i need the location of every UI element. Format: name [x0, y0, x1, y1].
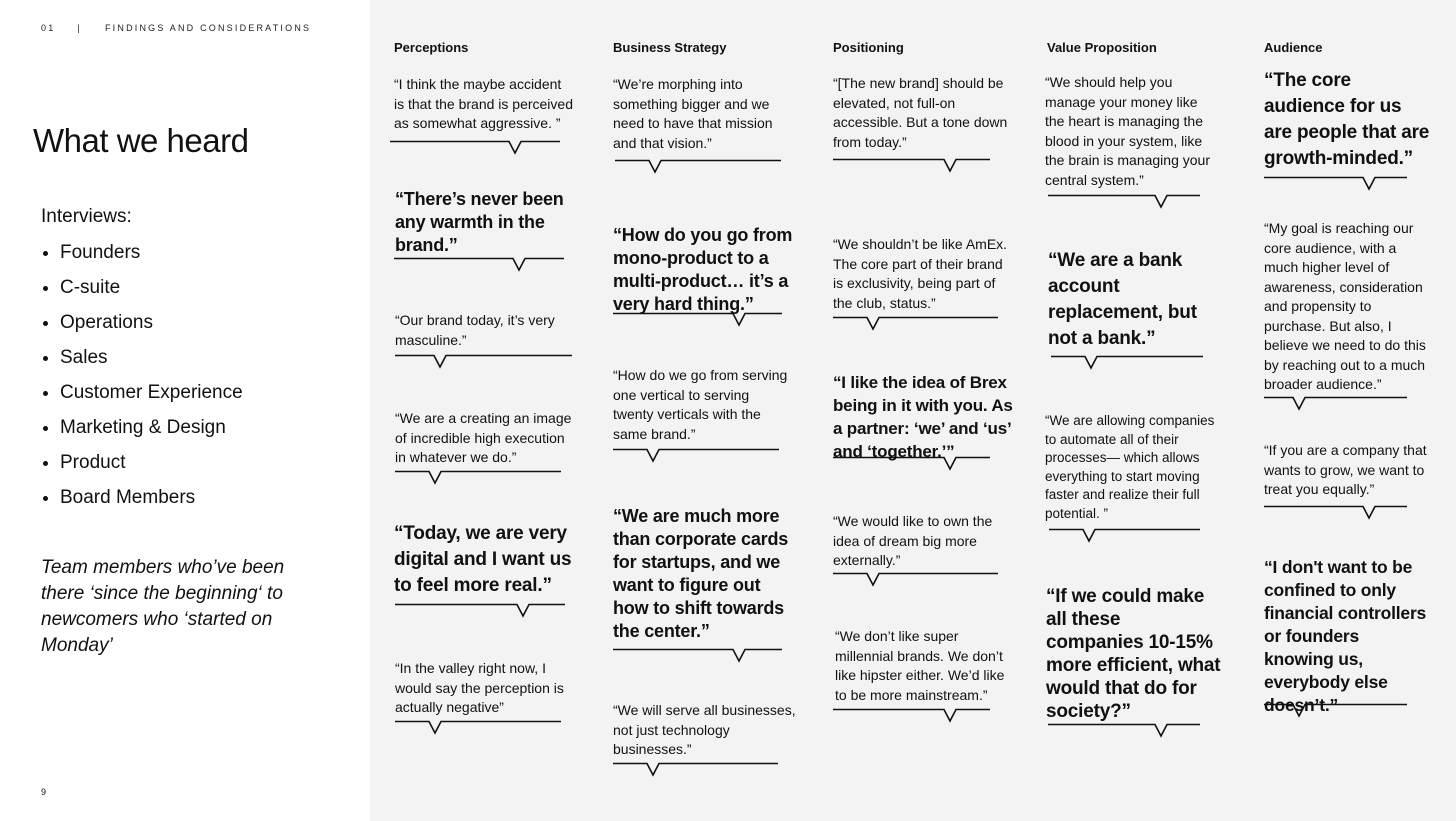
speech-tail: [395, 603, 565, 619]
column-heading-business-strategy: Business Strategy: [613, 40, 727, 55]
speech-tail-line: [1049, 530, 1200, 542]
interviews-list: [41, 240, 243, 520]
quote: “Our brand today, it’s very masculine.”: [395, 312, 555, 348]
speech-tail: [1264, 396, 1407, 412]
quote-emphasis: “We are a bank account replacement, but not a bank.”: [1048, 250, 1197, 349]
quote: “I think the maybe accident is that the brand is perceived as somewhat aggressive. ”: [394, 76, 573, 131]
quote: “We should help you manage your money like the heart is managing the blood in your system, like the brain is managing your central system.”: [1045, 74, 1210, 188]
quote-emphasis: “I don't want to be confined to only financial controllers or founders knowing us, everybody else doesn’t.”: [1264, 557, 1427, 715]
speech-tail: [1051, 355, 1203, 371]
speech-tail: [1049, 528, 1200, 544]
quote: “In the valley right now, I would say the perception is actually negative”: [395, 660, 564, 715]
page-title: What we heard: [33, 122, 249, 159]
quote-emphasis: “Today, we are very digital and I want us to feel more real.”: [394, 523, 572, 596]
speech-tail: [1048, 194, 1200, 210]
interview-item: • Board Members: [60, 485, 243, 520]
column-heading-audience: Audience: [1264, 40, 1323, 55]
quote: “[The new brand] should be elevated, not full-on accessible. But a tone down from today.”: [833, 75, 1008, 150]
left-panel: [0, 0, 370, 821]
speech-tail-line: [1264, 178, 1407, 190]
speech-tail-line: [395, 356, 572, 368]
speech-tail: [613, 312, 782, 328]
interview-item: • Founders: [60, 240, 243, 275]
interview-item: • Customer Experience: [60, 380, 243, 415]
quote: “How do we go from serving one vertical to serving twenty verticals with the same brand.”: [613, 367, 788, 442]
breadcrumb: [41, 23, 311, 33]
quote-emphasis: “If we could make all these companies 10-15% more efficient, what would that do for society?”: [1046, 586, 1221, 722]
speech-tail: [833, 316, 998, 332]
speech-tail: [833, 572, 998, 588]
speech-tail: [613, 648, 782, 664]
speech-tail: [394, 257, 564, 273]
section-name: FINDINGS AND CONSIDERATIONS: [104, 23, 312, 33]
speech-tail: [1048, 723, 1200, 739]
speech-tail-line: [833, 160, 990, 172]
speech-tail-line: [395, 472, 561, 484]
speech-tail-line: [395, 605, 565, 617]
speech-tail-line: [833, 710, 990, 722]
column-heading-positioning: Positioning: [833, 40, 904, 55]
speech-tail-line: [390, 142, 560, 154]
team-note: Team members who’ve been there ‘since the beginning‘ to newcomers who ‘started on Monday’: [41, 557, 285, 656]
page-number: 9: [41, 787, 47, 797]
quote: “We’re morphing into something bigger and we need to have that mission and that vision.”: [613, 76, 773, 151]
speech-tail: [833, 456, 990, 472]
speech-tail-line: [613, 450, 779, 462]
speech-tail: [395, 354, 572, 370]
quote-emphasis: “How do you go from mono-product to a multi-product… it’s a very hard thing.”: [613, 225, 793, 314]
speech-tail-line: [1051, 357, 1203, 369]
speech-tail: [1264, 505, 1407, 521]
quote: “We would like to own the idea of dream big more externally.”: [833, 513, 993, 568]
quotes-panel: [370, 0, 1456, 821]
column-heading-perceptions: Perceptions: [394, 40, 469, 55]
interviews-label: Interviews:: [41, 206, 132, 227]
speech-tail-line: [1264, 705, 1407, 717]
speech-tail: [613, 448, 779, 464]
speech-tail-line: [613, 764, 778, 776]
speech-tail-line: [394, 259, 564, 271]
speech-tail: [390, 140, 560, 156]
speech-tail: [833, 158, 990, 174]
interview-item: • Marketing & Design: [60, 415, 243, 450]
breadcrumb-separator: |: [77, 23, 82, 33]
quote: “We will serve all businesses, not just technology businesses.”: [613, 702, 796, 757]
quote: “We shouldn’t be like AmEx. The core part of their brand is exclusivity, being part of the club, status.”: [833, 236, 1008, 311]
quote: “We are a creating an image of incredible high execution in whatever we do.”: [395, 410, 572, 465]
speech-tail-line: [395, 722, 561, 734]
speech-tail: [395, 470, 561, 486]
speech-tail: [833, 708, 990, 724]
speech-tail: [613, 762, 778, 778]
speech-tail: [615, 159, 781, 175]
interview-item: • Sales: [60, 345, 243, 380]
interview-item: • C-suite: [60, 275, 243, 310]
speech-tail-line: [615, 161, 781, 173]
speech-tail: [1264, 176, 1407, 192]
quote: “If you are a company that wants to grow, we want to treat you equally.”: [1264, 442, 1427, 497]
speech-tail-line: [1048, 196, 1200, 208]
speech-tail-line: [833, 458, 990, 470]
quote: “We are allowing companies to automate all of their processes— which allows everything to start moving faster and realize their full potential. ”: [1045, 413, 1215, 521]
interview-item: • Product: [60, 450, 243, 485]
quote-emphasis: “I like the idea of Brex being in it with you. As a partner: ‘we’ and ‘us’ and ‘together.’”: [833, 373, 1013, 461]
speech-tail-line: [1048, 725, 1200, 737]
speech-tail-line: [613, 650, 782, 662]
quote-emphasis: “The core audience for us are people that are growth-minded.”: [1264, 70, 1430, 169]
interview-item: • Operations: [60, 310, 243, 345]
quote: “We don’t like super millennial brands. We don’t like hipster either. We’d like to be more mainstream.”: [835, 628, 1005, 703]
quote-emphasis: “We are much more than corporate cards for startups, and we want to figure out how to shift towards the center.”: [613, 506, 789, 641]
speech-tail: [1264, 703, 1407, 719]
speech-tail-line: [833, 318, 998, 330]
quote-emphasis: “There’s never been any warmth in the brand.”: [395, 189, 564, 255]
speech-tail-line: [613, 314, 782, 326]
speech-tail-line: [1264, 398, 1407, 410]
column-heading-value-proposition: Value Proposition: [1047, 40, 1157, 55]
speech-tail-line: [833, 574, 998, 586]
section-number: 01: [41, 23, 56, 33]
speech-tail: [395, 720, 561, 736]
speech-tail-line: [1264, 507, 1407, 519]
quote: “My goal is reaching our core audience, with a much higher level of awareness, consideration and propensity to purchase. But also, I believe we need to do this by reaching out to a much broader audience.”: [1264, 220, 1426, 392]
